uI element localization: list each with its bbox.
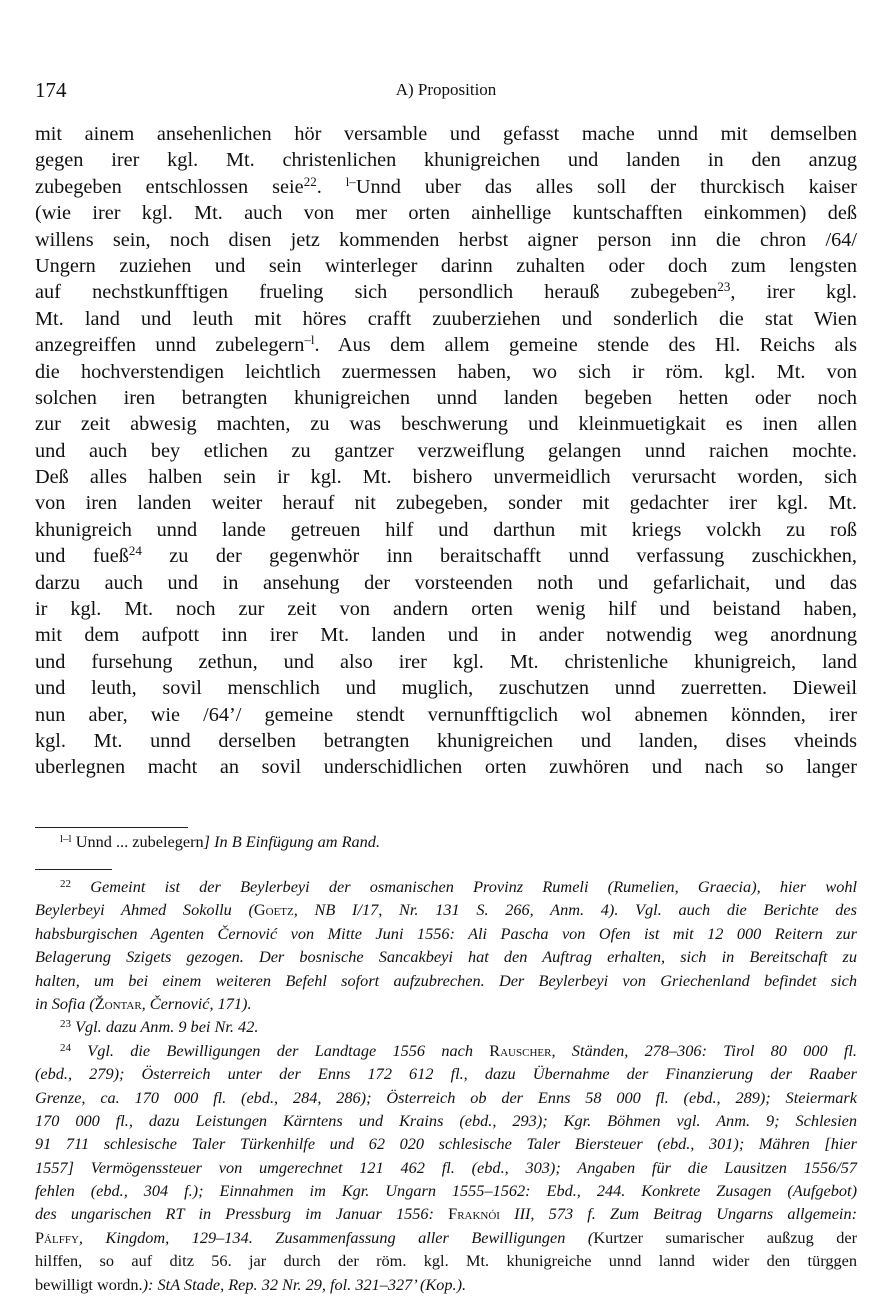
text-line: und leuth, sovil menschlich und muglich, zuschutzen unnd zuerretten. Dieweil <box>35 677 857 700</box>
page-number: 174 <box>35 78 67 102</box>
footnote-divider <box>35 869 112 870</box>
text-line: Ungern zuziehen und sein winterleger darinn zuhalten oder doch zum lengsten <box>35 254 857 277</box>
text-line: uberlegnen macht an sovil underschidlichen orten zuwhören und nach so langer <box>35 756 857 779</box>
footnote-24: $^{24}$ Vgl. die Bewilligungen der Landtage 1556 nach Rauscher, Ständen, 278–306: Tirol 80 000 fl. <box>60 1040 857 1060</box>
apparatus-mark: l–l <box>60 833 72 845</box>
text-line: und fueß$^{24}$ zu der gegenwhör inn beraitschafft unnd verfassung zuschickhen, <box>35 543 858 568</box>
text-line: gegen irer kgl. Mt. christenlichen khunigreichen und landen in den anzug <box>35 149 857 172</box>
text-line: von iren landen weiter herauf nit zubegeben, sonder mit gedachter irer kgl. Mt. <box>35 492 857 515</box>
text-line: anzegreiffen unnd zubelegern$^{-l}$. Aus dem allem gemeine stende des Hl. Reichs als <box>35 332 857 357</box>
text-line: zur zeit abwesig machten, zu was beschwerung und kleinmuetigkait es inen allen <box>35 413 857 436</box>
footnote-ref-23[interactable]: 23 <box>717 279 731 295</box>
text-line: khunigreich unnd lande getreuen hilf und darthun mit kriegs volckh zu roß <box>35 518 857 541</box>
text-line: Mt. land und leuth mit höres crafft zuuberziehen und sonderlich die stat Wien <box>35 307 857 330</box>
text-line: (wie irer kgl. Mt. auch von mer orten ainhellige kuntschafften einkommen) deß <box>35 202 857 225</box>
apparatus-divider <box>35 827 188 828</box>
text-line: die hochverstendigen leichtlich zuermessen haben, wo sich ir röm. kgl. Mt. von <box>35 360 857 383</box>
running-head: A) Proposition <box>395 80 497 99</box>
footnotes: $^{22}$ Gemeint ist der Beylerbeyi der osmanischen Provinz Rumeli (Rumelien, Graecia), hier wohl Beylerbeyi Ahmed Sokollu (Goetz, NB I/17, Nr. 131 S. 266, Anm. 4). Vgl. auch die Berichte des habsburgischen Agenten Černović von Mitte Juni 1556: Ali Pascha von Ofen ist mit 12 000 Reitern zur Belagerung Szigets gezogen. Der bosnische Sancakbeyi hat den Auftrag erhalten, sich in Bereitschaft zu halten, um bei einem weiteren Befehl sofort aufzubrechen. Der Beylerbeyi von Griechenland befindet sich in Sofia (Žontar, Černović, 171). $^{23}$ Vgl. dazu Anm. 9 bei Nr. 42. $^{24}$ Vgl. die Bewilligungen der Landtage 1556 nach Rauscher, Ständen, 278–306: Tirol 80 000 fl. (ebd., 279); Österreich unter der Enns 172 612 fl., dazu Übernahme der Finanzierung der Raaber Grenze, ca. 170 000 fl. (ebd., 284, 286); Österreich ob der Enns 58 000 fl. (ebd., 289); Steiermark 170 000 fl., dazu Leistungen Kärntens und Krains (ebd., 293); Kgr. Böhmen vgl. Anm. 9; Schlesien 91 711 schlesische Taler Türkenhilfe und 62 020 schlesische Taler Biersteuer (ebd., 301); Mähren [hier 1557] Vermögenssteuer von umgerechnet 121 462 fl. (ebd., 303); Angaben für die Lausitzen 1556/57 fehlen (ebd., 304 f.); Einnahmen im Kgr. Ungarn 1555–1562: Ebd., 244. Konkrete Zusagen (Aufgebot) des ungarischen RT in Pressburg im Januar 1556: Fraknói III, 573 f. Zum Beitrag Ungarns allgemein: Pálffy, Kingdom, 129–134. Zusammenfassung aller Bewilligungen (Kurtzer sumarischer außzug der hilffen, so auf ditz 56. jar durch der röm. kgl. Mt. khunigreiche unnd lannd wider den türggen bewilligt wordn.): StA Stade, Rep. 32 Nr. 29, fol. 321–327’ (Kop.). <box>35 877 858 1294</box>
footnote-ref-22[interactable]: 22 <box>303 173 317 189</box>
text-line: und auch bey etlichen zu gantzer verzweiflung gelangen unnd raichen mochte. <box>35 439 857 462</box>
apparatus-mark-open: l– <box>345 173 356 189</box>
footnote-23: $^{23}$ Vgl. dazu Anm. 9 bei Nr. 42. <box>60 1017 259 1037</box>
text-line: solchen iren betrangten khunigreichen unnd landen begeben hetten oder noch <box>35 386 857 409</box>
text-line: Deß alles halben sein ir kgl. Mt. bishero unvermeidlich verursacht worden, sich <box>35 466 857 489</box>
footnote-ref-24[interactable]: 24 <box>128 543 142 559</box>
text-line: mit dem aufpott inn irer Mt. landen und in ander notwendig weg anordnung <box>35 624 857 647</box>
text-line: kgl. Mt. unnd derselben betrangten khunigreichen und landen, dises vheinds <box>35 729 857 752</box>
apparatus-mark-close: –l <box>304 332 315 348</box>
text-line: und fursehung zethun, und also irer kgl. Mt. christenliche khunigreich, land <box>35 650 857 673</box>
text-line: auf nechstkunfftigen frueling sich persondlich herauß zubegeben$^{23}$, irer kgl. <box>35 279 857 304</box>
main-text <box>35 121 857 781</box>
text-line: darzu auch und in ansehung der vorsteenden noth und gefarlichait, und das <box>35 571 857 594</box>
page-header <box>35 78 857 108</box>
text-line: mit ainem ansehenlichen hör versamble und gefasst mache unnd mit demselben <box>35 123 857 145</box>
text-line: willens sein, noch disen jetz kommenden herbst aigner person inn die chron /64/ <box>35 228 857 251</box>
critical-apparatus: $^{l-l}$ Unnd ... zubelegern] In B Einfügung am Rand. <box>60 832 381 851</box>
text-line: nun aber, wie /64’/ gemeine stendt vernunfftigclich wol abnemen könnden, irer <box>35 703 857 726</box>
text-line: zubegeben entschlossen seie$^{22}$. $^{l-}$Unnd uber das alles soll der thurckisch kaiser <box>35 173 858 198</box>
text-line: ir kgl. Mt. noch zur zeit von andern orten wenig hilf und beistand haben, <box>35 598 857 621</box>
footnote-22: $^{22}$ Gemeint ist der Beylerbeyi der osmanischen Provinz Rumeli (Rumelien, Graecia), hier wohl <box>60 877 857 896</box>
